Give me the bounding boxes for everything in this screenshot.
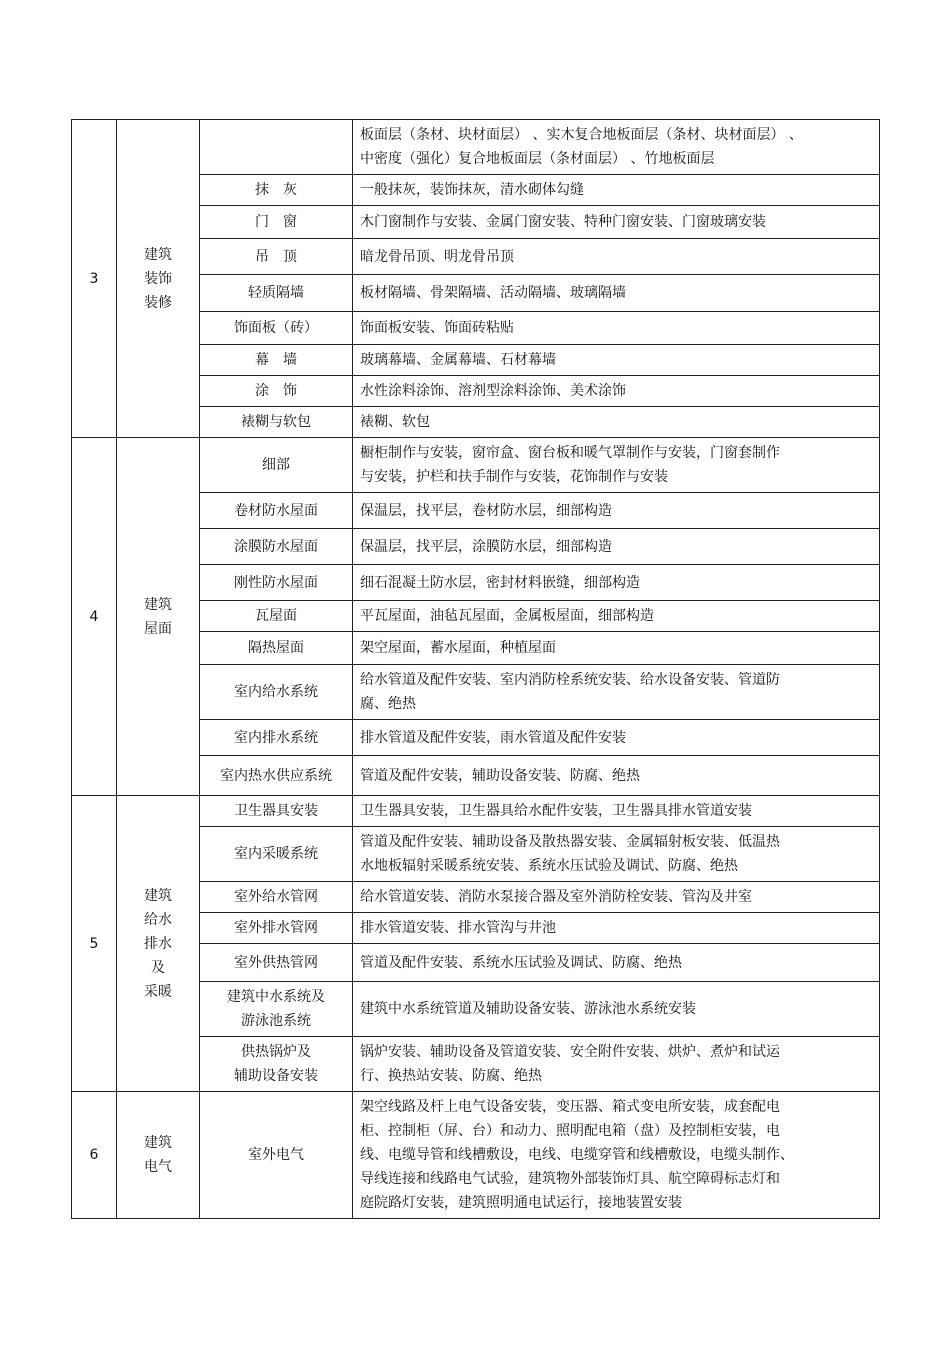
item-list: 板面层（条材、块材面层） 、实木复合地板面层（条材、块材面层） 、 中密度（强化）复合地板面层（条材面层） 、竹地板面层	[353, 120, 880, 175]
item-list: 管道及配件安装、辅助设备及散热器安装、金属辐射板安装、低温热 水地板辐射采暖系统安装、系统水压试验及调试、防腐、绝热	[353, 827, 880, 882]
item-list: 细石混凝土防水层，密封材料嵌缝，细部构造	[353, 565, 880, 601]
subsection-name: 细部	[200, 438, 353, 493]
item-list: 管道及配件安装、系统水压试验及调试、防腐、绝热	[353, 944, 880, 982]
subsection-name: 饰面板（砖）	[200, 312, 353, 345]
item-list: 给水管道及配件安装、室内消防栓系统安装、给水设备安装、管道防 腐、绝热	[353, 665, 880, 720]
item-list: 木门窗制作与安装、金属门窗安装、特种门窗安装、门窗玻璃安装	[353, 206, 880, 239]
group-number: 6	[72, 1092, 117, 1219]
item-list: 水性涂料涂饰、溶剂型涂料涂饰、美术涂饰	[353, 376, 880, 407]
subsection-name: 室内采暖系统	[200, 827, 353, 882]
table-row	[72, 1092, 880, 1219]
subsection-name: 裱糊与软包	[200, 407, 353, 438]
subsection-name: 室内热水供应系统	[200, 756, 353, 796]
item-list: 保温层，找平层，涂膜防水层，细部构造	[353, 529, 880, 565]
subsection-name: 室内给水系统	[200, 665, 353, 720]
item-list: 平瓦屋面，油毡瓦屋面，金属板屋面，细部构造	[353, 601, 880, 632]
item-list: 排水管道及配件安装，雨水管道及配件安装	[353, 720, 880, 756]
subsection-name	[200, 120, 353, 175]
section-name: 建筑 电气	[117, 1092, 200, 1219]
table-row	[72, 796, 880, 827]
item-list: 裱糊、软包	[353, 407, 880, 438]
subsection-name: 室外给水管网	[200, 882, 353, 913]
section-name: 建筑 装饰 装修	[117, 120, 200, 438]
item-list: 架空线路及杆上电气设备安装，变压器、箱式变电所安装，成套配电 柜、控制柜（屏、台）和动力、照明配电箱（盘）及控制柜安装，电 线、电缆导管和线槽敷设，电线、电缆穿管和线槽敷设，电缆头制作、 导线连接和线路电气试验，建筑物外部装饰灯具、航空障碍标志灯和 庭院路灯安装，建筑照明通电试运行，接地装置安装	[353, 1092, 880, 1219]
table-row	[72, 120, 880, 175]
item-list: 橱柜制作与安装，窗帘盒、窗台板和暖气罩制作与安装，门窗套制作 与安装，护栏和扶手制作与安装，花饰制作与安装	[353, 438, 880, 493]
subsection-name: 涂膜防水屋面	[200, 529, 353, 565]
subsection-name: 吊 顶	[200, 239, 353, 275]
subsection-name: 卫生器具安装	[200, 796, 353, 827]
subsection-name: 门 窗	[200, 206, 353, 239]
item-list: 板材隔墙、骨架隔墙、活动隔墙、玻璃隔墙	[353, 275, 880, 312]
item-list: 架空屋面，蓄水屋面，种植屋面	[353, 632, 880, 665]
item-list: 饰面板安装、饰面砖粘贴	[353, 312, 880, 345]
subsection-name: 瓦屋面	[200, 601, 353, 632]
section-name: 建筑 给水 排水 及 采暖	[117, 796, 200, 1092]
item-list: 给水管道安装、消防水泵接合器及室外消防栓安装、管沟及井室	[353, 882, 880, 913]
item-list: 卫生器具安装，卫生器具给水配件安装，卫生器具排水管道安装	[353, 796, 880, 827]
item-list: 建筑中水系统管道及辅助设备安装、游泳池水系统安装	[353, 982, 880, 1037]
item-list: 管道及配件安装，辅助设备安装、防腐、绝热	[353, 756, 880, 796]
group-number: 3	[72, 120, 117, 438]
subsection-name: 建筑中水系统及 游泳池系统	[200, 982, 353, 1037]
subsection-name: 涂 饰	[200, 376, 353, 407]
subsection-name: 刚性防水屋面	[200, 565, 353, 601]
spec-table	[71, 119, 880, 1219]
subsection-name: 室内排水系统	[200, 720, 353, 756]
subsection-name: 卷材防水屋面	[200, 493, 353, 529]
subsection-name: 室外电气	[200, 1092, 353, 1219]
item-list: 保温层，找平层，卷材防水层，细部构造	[353, 493, 880, 529]
item-list: 锅炉安装、辅助设备及管道安装、安全附件安装、烘炉、煮炉和试运 行、换热站安装、防腐、绝热	[353, 1037, 880, 1092]
subsection-name: 轻质隔墙	[200, 275, 353, 312]
subsection-name: 室外排水管网	[200, 913, 353, 944]
item-list: 排水管道安装、排水管沟与井池	[353, 913, 880, 944]
item-list: 玻璃幕墙、金属幕墙、石材幕墙	[353, 345, 880, 376]
section-name: 建筑 屋面	[117, 438, 200, 796]
group-number: 5	[72, 796, 117, 1092]
spec-table-body	[72, 120, 880, 1219]
subsection-name: 隔热屋面	[200, 632, 353, 665]
subsection-name: 抹 灰	[200, 175, 353, 206]
table-row	[72, 438, 880, 493]
item-list: 暗龙骨吊顶、明龙骨吊顶	[353, 239, 880, 275]
subsection-name: 室外供热管网	[200, 944, 353, 982]
group-number: 4	[72, 438, 117, 796]
subsection-name: 供热锅炉及 辅助设备安装	[200, 1037, 353, 1092]
item-list: 一般抹灰，装饰抹灰，清水砌体勾缝	[353, 175, 880, 206]
subsection-name: 幕 墙	[200, 345, 353, 376]
